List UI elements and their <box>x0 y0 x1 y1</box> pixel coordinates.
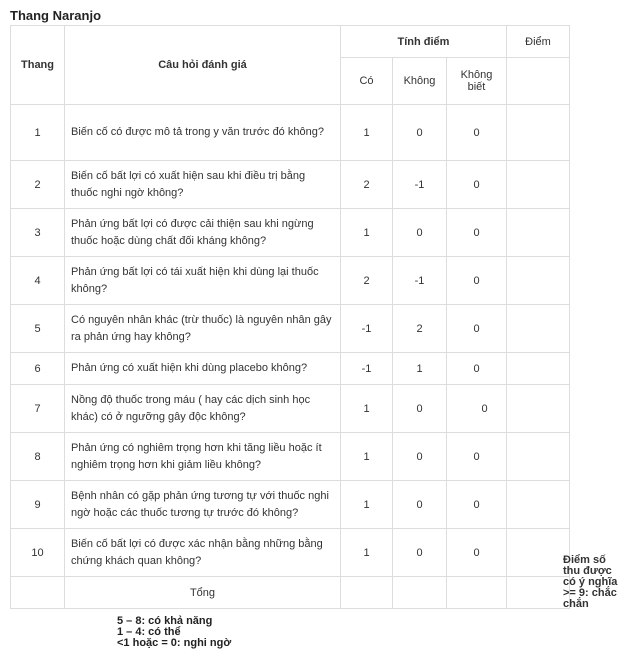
row-unknown-score: 0 <box>447 433 507 481</box>
total-no-cell <box>393 577 447 609</box>
header-no: Không <box>393 58 447 105</box>
row-question: Biến cố bất lợi có được xác nhận bằng những bằng chứng khách quan không? <box>65 529 341 577</box>
row-number: 10 <box>11 529 65 577</box>
row-number: 7 <box>11 385 65 433</box>
total-points-cell <box>507 577 570 609</box>
row-no-score: -1 <box>393 257 447 305</box>
row-question: Nồng độ thuốc trong máu ( hay các dịch sinh học khác) có ở ngưỡng gây độc không? <box>65 385 341 433</box>
row-no-score: -1 <box>393 161 447 209</box>
row-question: Có nguyên nhân khác (trừ thuốc) là nguyên nhân gây ra phản ứng hay không? <box>65 305 341 353</box>
header-unknown-line2: biết <box>467 81 486 93</box>
row-yes-score: 1 <box>341 481 393 529</box>
row-points-cell <box>507 257 570 305</box>
row-yes-score: 1 <box>341 529 393 577</box>
row-yes-score: -1 <box>341 305 393 353</box>
table-row <box>11 481 570 529</box>
total-empty-cell <box>11 577 65 609</box>
row-number: 2 <box>11 161 65 209</box>
row-points-cell <box>507 433 570 481</box>
row-points-cell <box>507 161 570 209</box>
row-unknown-score: 0 <box>447 353 507 385</box>
score-legend <box>117 616 231 649</box>
row-number: 4 <box>11 257 65 305</box>
row-unknown-score: 0 <box>447 257 507 305</box>
row-question: Phản ứng bất lợi có tái xuất hiện khi dùng lại thuốc không? <box>65 257 341 305</box>
row-no-score: 0 <box>393 385 447 433</box>
row-no-score: 0 <box>393 105 447 161</box>
row-yes-score: 1 <box>341 209 393 257</box>
row-no-score: 0 <box>393 481 447 529</box>
row-points-cell <box>507 481 570 529</box>
total-row <box>11 577 570 609</box>
total-unknown-cell <box>447 577 507 609</box>
interpretation-note <box>563 555 623 610</box>
row-yes-score: -1 <box>341 353 393 385</box>
page-title: Thang Naranjo <box>10 8 102 23</box>
row-number: 3 <box>11 209 65 257</box>
row-no-score: 0 <box>393 433 447 481</box>
row-number: 8 <box>11 433 65 481</box>
legend-doubtful: <1 hoặc = 0: nghi ngờ <box>117 637 232 649</box>
row-number: 1 <box>11 105 65 161</box>
row-question: Biến cố có được mô tả trong y văn trước đó không? <box>65 105 341 161</box>
header-scoring: Tính điểm <box>341 26 507 58</box>
row-unknown-score <box>447 385 507 433</box>
row-points-cell <box>507 353 570 385</box>
header-points: Điểm <box>507 26 570 58</box>
interpretation-note-line: thu được <box>563 565 612 577</box>
table-row <box>11 433 570 481</box>
row-number: 5 <box>11 305 65 353</box>
row-no-score: 2 <box>393 305 447 353</box>
row-question: Biến cố bất lợi có xuất hiện sau khi điều trị bằng thuốc nghi ngờ không? <box>65 161 341 209</box>
table-row <box>11 305 570 353</box>
row-unknown-score: 0 <box>447 161 507 209</box>
row-points-cell <box>507 305 570 353</box>
row-points-cell <box>507 529 570 577</box>
row-no-score: 0 <box>393 209 447 257</box>
row-yes-score: 2 <box>341 257 393 305</box>
legend-probable: 5 – 8: có khả năng <box>117 615 213 627</box>
row-points-cell <box>507 209 570 257</box>
table-row <box>11 209 570 257</box>
table-row <box>11 257 570 305</box>
row-question: Bệnh nhân có gặp phản ứng tương tự với thuốc nghi ngờ hoặc các thuốc tương tự trước đó không? <box>65 481 341 529</box>
row-yes-score: 1 <box>341 433 393 481</box>
total-label: Tổng <box>65 577 341 609</box>
table-row <box>11 353 570 385</box>
row-unknown-score: 0 <box>447 529 507 577</box>
header-question: Câu hỏi đánh giá <box>65 26 341 105</box>
row-unknown-score: 0 <box>447 481 507 529</box>
row-unknown-score: 0 <box>447 209 507 257</box>
header-scale: Thang <box>11 26 65 105</box>
interpretation-note-line: có ý nghĩa <box>563 576 618 588</box>
row-yes-score: 1 <box>341 105 393 161</box>
row-number: 9 <box>11 481 65 529</box>
row-unknown-value: 0 <box>481 402 488 415</box>
interpretation-note-line: chắn <box>563 598 589 610</box>
row-no-score: 0 <box>393 529 447 577</box>
legend-possible: 1 – 4: có thể <box>117 626 181 638</box>
row-yes-score: 2 <box>341 161 393 209</box>
row-no-score: 1 <box>393 353 447 385</box>
table-row <box>11 385 570 433</box>
points-header-cell <box>507 58 570 105</box>
table-row <box>11 105 570 161</box>
total-yes-cell <box>341 577 393 609</box>
row-number: 6 <box>11 353 65 385</box>
row-question: Phản ứng có nghiêm trọng hơn khi tăng liều hoặc ít nghiêm trọng hơn khi giảm liều không? <box>65 433 341 481</box>
row-unknown-score: 0 <box>447 105 507 161</box>
naranjo-table <box>10 25 570 609</box>
row-points-cell <box>507 105 570 161</box>
row-points-cell <box>507 385 570 433</box>
row-question: Phản ứng có xuất hiện khi dùng placebo không? <box>65 353 341 385</box>
header-unknown <box>447 58 507 105</box>
row-yes-score: 1 <box>341 385 393 433</box>
table-row <box>11 529 570 577</box>
interpretation-note-line: Điểm số <box>563 554 606 566</box>
header-yes: Có <box>341 58 393 105</box>
table-row <box>11 161 570 209</box>
row-question: Phản ứng bất lợi có được cải thiện sau khi ngừng thuốc hoặc dùng chất đối kháng không? <box>65 209 341 257</box>
row-unknown-score: 0 <box>447 305 507 353</box>
header-unknown-line1: Không <box>460 69 493 81</box>
interpretation-note-line: >= 9: chắc <box>563 587 617 599</box>
